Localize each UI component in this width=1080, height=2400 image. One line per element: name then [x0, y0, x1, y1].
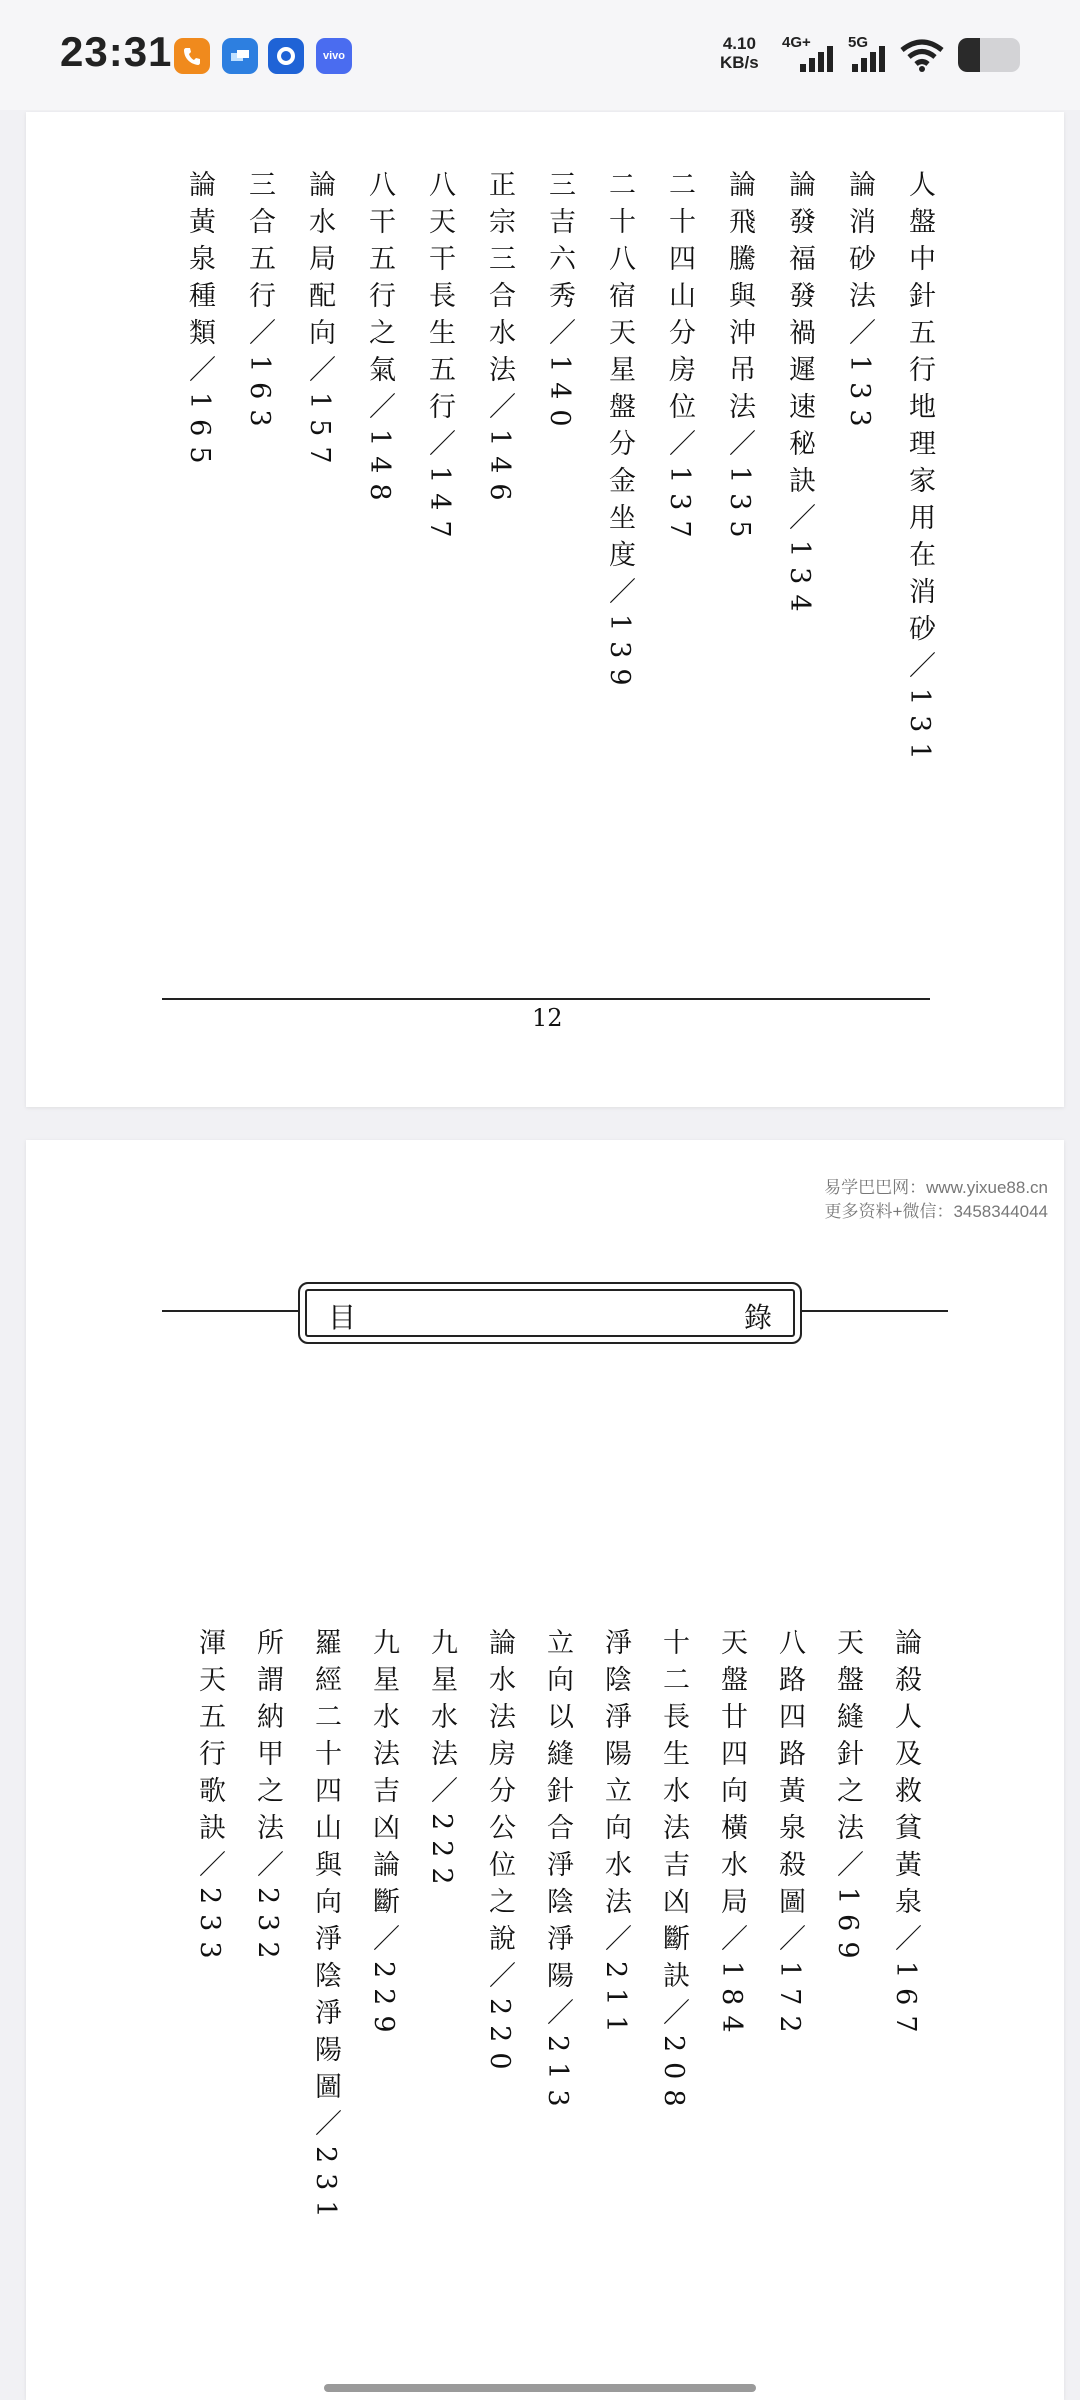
home-indicator[interactable]	[324, 2384, 756, 2392]
toc-entry: 八天干長生五行／147	[424, 170, 455, 548]
toc-entry: 論黃泉種類／165	[184, 170, 215, 474]
toc-entry: 羅經二十四山與向淨陰淨陽圖／231	[310, 1628, 341, 2228]
toc-entry: 論消砂法／133	[844, 170, 875, 437]
network-speed-value: 4.10	[722, 34, 756, 53]
network-label-1: 4G+	[782, 34, 811, 51]
phone-app-icon	[174, 38, 210, 74]
vivo-app-icon: vivo	[316, 38, 352, 74]
toc-entry: 立向以縫針合淨陰淨陽／213	[542, 1628, 573, 2117]
signal-bars-1-icon	[800, 44, 833, 72]
clock: 23:31	[60, 28, 173, 75]
header-char-left: 目	[328, 1301, 357, 1334]
toc-entry: 八路四路黃泉殺圖／172	[774, 1628, 805, 2043]
toc-entry: 論飛騰與沖吊法／135	[724, 170, 755, 548]
toc-entry: 二十四山分房位／137	[664, 170, 695, 548]
toc-entry: 八干五行之氣／148	[364, 170, 395, 511]
header-line-right	[798, 1310, 948, 1312]
toc-entry: 十二長生水法吉凶斷訣／208	[658, 1628, 689, 2117]
toc-entry: 論水法房分公位之說／220	[484, 1628, 515, 2080]
circle-app-icon	[268, 38, 304, 74]
document-page-1	[26, 112, 1064, 1107]
toc-entry: 淨陰淨陽立向水法／211	[600, 1628, 631, 2043]
toc-entry: 九星水法吉凶論斷／229	[368, 1628, 399, 2043]
toc-entry: 三吉六秀／140	[544, 170, 575, 437]
header-line-left	[162, 1310, 298, 1312]
toc-entry: 渾天五行歌訣／233	[194, 1628, 225, 1969]
toc-entry: 天盤縫針之法／169	[832, 1628, 863, 1969]
toc-entry: 論殺人及救貧黃泉／167	[890, 1628, 921, 2043]
watermark-line-2: 更多资料+微信：3458344044	[824, 1202, 1048, 1221]
footer-rule	[162, 998, 930, 1000]
toc-entry: 天盤廿四向橫水局／184	[716, 1628, 747, 2043]
toc-header-cartouche	[298, 1282, 802, 1344]
toc-entry: 論水局配向／157	[304, 170, 335, 474]
status-bar	[0, 0, 1080, 110]
network-speed	[720, 34, 759, 72]
watermark-line-1: 易学巴巴网：www.yixue88.cn	[824, 1178, 1048, 1197]
battery-icon	[958, 38, 1020, 72]
cloud-app-icon	[222, 38, 258, 74]
toc-entry: 所謂納甲之法／232	[252, 1628, 283, 1969]
page-number: 12	[532, 1004, 563, 1032]
header-char-right: 錄	[743, 1301, 772, 1334]
toc-entry: 論發福發禍遲速秘訣／134	[784, 170, 815, 622]
toc-entry: 三合五行／163	[244, 170, 275, 437]
network-label-2: 5G	[848, 34, 869, 51]
toc-entry: 九星水法／222	[426, 1628, 457, 1895]
document-page-2	[26, 1140, 1064, 2400]
toc-entry: 人盤中針五行地理家用在消砂／131	[904, 170, 935, 770]
wifi-icon	[900, 38, 944, 77]
toc-entry: 二十八宿天星盤分金坐度／139	[604, 170, 635, 696]
toc-entry: 正宗三合水法／146	[484, 170, 515, 511]
signal-bars-2-icon	[852, 44, 885, 72]
network-speed-unit: KB/s	[720, 53, 759, 72]
watermark	[824, 1176, 1048, 1224]
